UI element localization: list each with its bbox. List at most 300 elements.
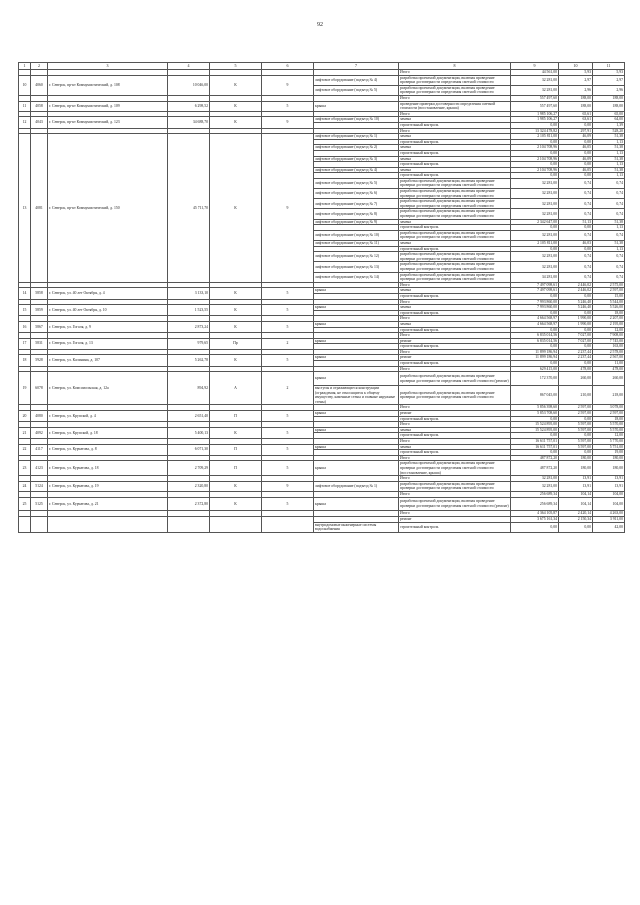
wall-material: П — [210, 411, 262, 422]
work-cost: 2 105 811,00 — [511, 134, 559, 140]
row-number: 13 — [19, 134, 31, 283]
limit-cost: 2 597,00 — [593, 288, 625, 294]
total-label: Итого — [399, 128, 511, 134]
empty-cell — [168, 516, 210, 532]
work-type: замена — [399, 288, 511, 294]
row-number: 17 — [19, 338, 31, 349]
work-row — [19, 101, 625, 111]
unit-cost: 46,09 — [559, 134, 593, 140]
unit-cost: 0,00 — [559, 293, 593, 299]
work-type: строительный контроль — [399, 150, 511, 156]
unit-cost: 0,74 — [559, 209, 593, 219]
work-element: лифтовое оборудование (подъезд № 2) — [314, 145, 399, 151]
row-number: 11 — [19, 101, 31, 111]
total-label: Итого — [399, 438, 511, 444]
work-cost: 0,00 — [511, 361, 559, 367]
limit-cost: 1,13 — [593, 139, 625, 145]
total-cost: 5 856 398,60 — [511, 405, 559, 411]
total-unit-cost: 5 597,00 — [559, 438, 593, 444]
unit-cost: 0,00 — [559, 522, 593, 532]
total-limit-cost: 5 544,00 — [593, 299, 625, 305]
row-number: 22 — [19, 444, 31, 455]
limit-cost: 5 751,00 — [593, 444, 625, 450]
limit-cost: 19,00 — [593, 450, 625, 456]
work-type: разработка проектной документации, включая проведение проверки достоверности определения сметной стоимости — [399, 252, 511, 262]
work-type: разработка проектной документации, включая проведение проверки достоверности определения сметной стоимости — [399, 189, 511, 199]
work-element: лифтовое оборудование (подъезд № 5) — [314, 85, 399, 95]
unit-cost: 260,00 — [559, 372, 593, 386]
limit-cost: 11,00 — [593, 361, 625, 367]
unit-cost: 180,00 — [559, 461, 593, 476]
wall-material: К — [210, 355, 262, 366]
total-unit-cost: 5 597,00 — [559, 422, 593, 428]
work-type: строительный контроль — [399, 344, 511, 350]
unit-cost: 2 237,44 — [559, 355, 593, 361]
floors-count: 5 — [262, 411, 314, 422]
work-element: крыша — [314, 427, 399, 433]
work-type: строительный контроль — [399, 139, 511, 145]
limit-cost: 1,13 — [593, 173, 625, 179]
building-area: 6 298,52 — [168, 101, 210, 111]
building-area: 1 523,55 — [168, 305, 210, 316]
work-type: строительный контроль — [399, 522, 511, 532]
work-type: замена — [399, 134, 511, 140]
row-number: 16 — [19, 321, 31, 332]
unit-cost: 46,05 — [559, 145, 593, 151]
building-code: 4043 — [31, 117, 48, 128]
floors-count: 9 — [262, 75, 314, 95]
limit-cost: 1,13 — [593, 225, 625, 231]
limit-cost: 0,74 — [593, 209, 625, 219]
building-code: 5867 — [31, 321, 48, 332]
row-number: 19 — [19, 372, 31, 405]
work-cost: 32 281,00 — [511, 209, 559, 219]
header-cell: 5 — [210, 63, 262, 70]
building-area: 34 688,70 — [168, 117, 210, 128]
building-area: 3 133,10 — [168, 288, 210, 299]
work-type: замена — [399, 305, 511, 311]
limit-cost: 51,38 — [593, 145, 625, 151]
work-type: строительный контроль — [399, 122, 511, 128]
building-area: 2 372,80 — [168, 497, 210, 511]
total-limit-cost: 5 570,00 — [593, 422, 625, 428]
total-label: Итого — [399, 111, 511, 117]
work-cost: 32 281,00 — [511, 262, 559, 272]
work-type: разработка проектной документации, включая проведение проверки достоверности определения сметной стоимости — [399, 85, 511, 95]
wall-material: К — [210, 497, 262, 511]
work-type: строительный контроль — [399, 293, 511, 299]
work-cost: 4 664 568,97 — [511, 321, 559, 327]
limit-cost: 0,74 — [593, 272, 625, 282]
work-type: замена — [399, 117, 511, 123]
total-unit-cost: 478,00 — [559, 366, 593, 372]
work-cost: 7 993 860,00 — [511, 305, 559, 311]
building-area: 45 711,70 — [168, 134, 210, 283]
limit-cost: 260,00 — [593, 372, 625, 386]
row-number: 23 — [19, 461, 31, 476]
limit-cost: 0,74 — [593, 230, 625, 240]
work-cost: 0,00 — [511, 173, 559, 179]
total-limit-cost: 5,93 — [593, 70, 625, 76]
work-cost: 3 675 161,34 — [511, 516, 559, 522]
unit-cost: 0,74 — [559, 230, 593, 240]
work-type: замена — [399, 321, 511, 327]
floors-count: 5 — [262, 427, 314, 438]
work-cost: 32 281,00 — [511, 252, 559, 262]
building-code: 4117 — [31, 444, 48, 455]
building-address: г. Северск, ул. Крупской, д. 4 — [48, 411, 168, 422]
unit-cost: 0,74 — [559, 252, 593, 262]
work-cost: 7 497 098,61 — [511, 288, 559, 294]
total-label: Итого — [399, 511, 511, 517]
limit-cost: 218,00 — [593, 386, 625, 405]
floors-count: 5 — [262, 461, 314, 476]
total-label: Итого — [399, 366, 511, 372]
header-cell: 8 — [399, 63, 511, 70]
limit-cost: 18,00 — [593, 310, 625, 316]
total-unit-cost: 65,61 — [559, 111, 593, 117]
building-address: г. Северск, пр-кт Коммунистический, д. 108 — [48, 75, 168, 95]
total-cost: 256 689,34 — [511, 491, 559, 497]
work-type: разработка проектной документации, включая проведение проверки достоверности определения сметной стоимости — [399, 481, 511, 491]
limit-cost: 188,00 — [593, 101, 625, 111]
building-area: 5 400,13 — [168, 427, 210, 438]
capital-repair-table — [18, 62, 625, 533]
work-cost: 0,00 — [511, 416, 559, 422]
unit-cost: 0,00 — [559, 310, 593, 316]
total-limit-cost: 65,00 — [593, 111, 625, 117]
unit-cost: 0,74 — [559, 262, 593, 272]
row-number: 20 — [19, 411, 31, 422]
total-limit-cost: 2 578,00 — [593, 349, 625, 355]
unit-cost: 2,96 — [559, 85, 593, 95]
total-limit-cost: 478,00 — [593, 366, 625, 372]
floors-count: 5 — [262, 497, 314, 511]
work-cost: 0,00 — [511, 122, 559, 128]
building-code: 5859 — [31, 305, 48, 316]
limit-cost: 0,74 — [593, 199, 625, 209]
work-element: лифтовое оборудование (подъезд № 8) — [314, 209, 399, 219]
work-cost: 1 985 106,27 — [511, 117, 559, 123]
building-address: г. Северск, ул. Гоголя, д. 9 — [48, 321, 168, 332]
building-address: г. Северск, ул. 40 лет Октября, д. 4 — [48, 288, 168, 299]
work-element: лифтовое оборудование (подъезд № 4) — [314, 75, 399, 85]
total-unit-cost: 104,14 — [559, 491, 593, 497]
limit-cost: 5 570,00 — [593, 427, 625, 433]
building-code: 6078 — [31, 372, 48, 405]
limit-cost: 0,74 — [593, 189, 625, 199]
row-number: 24 — [19, 481, 31, 491]
limit-cost: 2 567,00 — [593, 355, 625, 361]
unit-cost: 0,00 — [559, 344, 593, 350]
total-label: Итого — [399, 70, 511, 76]
work-element: крыша — [314, 305, 399, 311]
floors-count: 9 — [262, 481, 314, 491]
header-cell: 10 — [559, 63, 593, 70]
unit-cost: 0,00 — [559, 225, 593, 231]
wall-material: К — [210, 305, 262, 316]
total-label: Итого — [399, 282, 511, 288]
work-element: лифтовое оборудование (подъезд № 5) — [314, 178, 399, 188]
total-cost: 13 324 478,82 — [511, 128, 559, 134]
header-cell: 3 — [48, 63, 168, 70]
work-type: строительный контроль — [399, 433, 511, 439]
wall-material: К — [210, 321, 262, 332]
limit-cost: 13,91 — [593, 481, 625, 491]
header-cell: 9 — [511, 63, 559, 70]
unit-cost: 46,09 — [559, 156, 593, 162]
row-number: 10 — [19, 75, 31, 95]
unit-cost: 210,00 — [559, 386, 593, 405]
work-type: строительный контроль — [399, 246, 511, 252]
wall-material: К — [210, 481, 262, 491]
limit-cost: 180,00 — [593, 461, 625, 476]
building-area: 2 651,40 — [168, 411, 210, 422]
wall-material: П — [210, 461, 262, 476]
work-cost: 0,00 — [511, 450, 559, 456]
limit-cost: 2,96 — [593, 85, 625, 95]
header-cell: 1 — [19, 63, 31, 70]
work-type: строительный контроль — [399, 162, 511, 168]
empty-cell — [262, 516, 314, 532]
work-cost: 32 281,00 — [511, 85, 559, 95]
total-label: Итого — [399, 349, 511, 355]
total-label: Итого — [399, 333, 511, 339]
total-limit-cost: 180,00 — [593, 455, 625, 461]
building-area: 6 071,30 — [168, 444, 210, 455]
wall-material: А — [210, 372, 262, 405]
building-area: 10 046,00 — [168, 75, 210, 95]
building-code: 5928 — [31, 355, 48, 366]
unit-cost: 0,00 — [559, 246, 593, 252]
total-limit-cost: 13,91 — [593, 476, 625, 482]
total-cost: 1 985 106,27 — [511, 111, 559, 117]
total-label: Итого — [399, 405, 511, 411]
work-cost: 32 281,00 — [511, 189, 559, 199]
unit-cost: 0,74 — [559, 178, 593, 188]
work-type: замена — [399, 167, 511, 173]
work-type: замена — [399, 241, 511, 247]
work-cost: 6 835 014,56 — [511, 338, 559, 344]
work-type: ремонт — [399, 411, 511, 417]
work-type: разработка проектной документации, включая проведение проверки достоверности определения сметной стоимости (ремонт) — [399, 372, 511, 386]
empty-cell — [210, 516, 262, 532]
building-code: 5124 — [31, 481, 48, 491]
work-cost: 0,00 — [511, 246, 559, 252]
total-label: Итого — [399, 491, 511, 497]
header-cell: 6 — [262, 63, 314, 70]
total-cost: 4 664 568,97 — [511, 316, 559, 322]
work-type: разработка проектной документации, включая проведение проверки достоверности определения сметной стоимости (ремонт) — [399, 497, 511, 511]
work-type: строительный контроль — [399, 310, 511, 316]
total-unit-cost: 180,00 — [559, 455, 593, 461]
work-row — [19, 372, 625, 386]
work-type: строительный контроль — [399, 225, 511, 231]
wall-material: К — [210, 427, 262, 438]
work-type: замена — [399, 219, 511, 225]
limit-cost: 0,74 — [593, 252, 625, 262]
floors-count: 5 — [262, 101, 314, 111]
work-type: разработка проектной документации, включая проведение проверки достоверности определения сметной стоимости — [399, 178, 511, 188]
work-element: крыша — [314, 411, 399, 417]
work-element: крыша — [314, 497, 399, 511]
wall-material: К — [210, 75, 262, 95]
total-unit-cost: 13,91 — [559, 476, 593, 482]
limit-cost: 1,39 — [593, 122, 625, 128]
work-type: замена — [399, 145, 511, 151]
building-address: г. Северск, пр-кт Коммунистический, д. 109 — [48, 101, 168, 111]
header-cell: 2 — [31, 63, 48, 70]
work-cost: 2 105 811,00 — [511, 241, 559, 247]
work-cost: 32 281,00 — [511, 199, 559, 209]
work-cost: 32 281,00 — [511, 178, 559, 188]
work-element: внутридомовые инженерные системы водоснабжения — [314, 522, 399, 532]
row-number: 15 — [19, 305, 31, 316]
work-cost: 0,00 — [511, 522, 559, 532]
building-code: 4058 — [31, 101, 48, 111]
work-element: крыша — [314, 355, 399, 361]
work-element: лифтовое оборудование (подъезд № 3) — [314, 156, 399, 162]
wall-material: К — [210, 134, 262, 283]
work-element: лифтовое оборудование (подъезд № 10) — [314, 117, 399, 123]
work-type: разработка проектной документации, включая проведение проверки достоверности определения сметной стоимости — [399, 262, 511, 272]
unit-cost: 46,05 — [559, 167, 593, 173]
total-cost: 7 497 098,61 — [511, 282, 559, 288]
floors-count: 2 — [262, 372, 314, 405]
total-unit-cost: 7 027,00 — [559, 333, 593, 339]
limit-cost: 7 745,00 — [593, 338, 625, 344]
total-label: Итого — [399, 476, 511, 482]
total-unit-cost: 5 246,40 — [559, 299, 593, 305]
row-number: 21 — [19, 427, 31, 438]
limit-cost: 1,13 — [593, 246, 625, 252]
total-cost: 629 415,00 — [511, 366, 559, 372]
work-type: разработка проектной документации, включая проведение проверки достоверности определения сметной стоимости — [399, 230, 511, 240]
unit-cost: 0,74 — [559, 199, 593, 209]
work-type: строительный контроль — [399, 416, 511, 422]
building-code: 5831 — [31, 338, 48, 349]
row-number: 25 — [19, 497, 31, 511]
unit-cost: 1 990,00 — [559, 321, 593, 327]
empty-cell — [31, 516, 48, 532]
total-label: Итого — [399, 299, 511, 305]
work-cost: 0,00 — [511, 150, 559, 156]
limit-cost: 104,00 — [593, 497, 625, 511]
building-code: 4060 — [31, 75, 48, 95]
building-code: 4123 — [31, 461, 48, 476]
building-area: 2 873,24 — [168, 321, 210, 332]
work-type: проведение проверки достоверности определения сметной стоимости (восстановление, крыша) — [399, 101, 511, 111]
building-code: 4080 — [31, 411, 48, 422]
work-row — [19, 75, 625, 85]
work-cost: 0,00 — [511, 139, 559, 145]
work-type: ремонт — [399, 338, 511, 344]
limit-cost: 51,38 — [593, 156, 625, 162]
work-element: лифтовое оборудование (подъезд № 1) — [314, 134, 399, 140]
building-address: г. Северск, ул. 40 лет Октября, д. 10 — [48, 305, 168, 316]
work-type: строительный контроль — [399, 327, 511, 333]
unit-cost: 0,00 — [559, 416, 593, 422]
work-element: лифтовое оборудование (подъезд № 7) — [314, 199, 399, 209]
limit-cost: 0,74 — [593, 178, 625, 188]
building-area: 979,65 — [168, 338, 210, 349]
floors-count: 5 — [262, 288, 314, 299]
building-area: 2 320,80 — [168, 481, 210, 491]
limit-cost: 51,38 — [593, 241, 625, 247]
work-type: разработка проектной документации, включая проведение проверки достоверности определения сметной стоимости (восстановление, крыша) — [399, 461, 511, 476]
unit-cost: 0,00 — [559, 150, 593, 156]
work-cost: 867 045,00 — [511, 386, 559, 405]
work-row — [19, 481, 625, 491]
total-limit-cost: 5 770,00 — [593, 438, 625, 444]
limit-cost: 1,13 — [593, 150, 625, 156]
work-cost: 2 104 708,96 — [511, 167, 559, 173]
work-cost: 0,00 — [511, 310, 559, 316]
unit-cost: 0,00 — [559, 450, 593, 456]
total-limit-cost: 2 575,00 — [593, 282, 625, 288]
work-cost: 0,00 — [511, 162, 559, 168]
total-cost: 11 899 186,94 — [511, 349, 559, 355]
building-code: 5858 — [31, 288, 48, 299]
total-unit-cost: 2 446,02 — [559, 282, 593, 288]
total-unit-cost: 2 597,00 — [559, 405, 593, 411]
total-cost: 6 835 014,56 — [511, 333, 559, 339]
unit-cost: 0,00 — [559, 122, 593, 128]
unit-cost: 5 246,40 — [559, 305, 593, 311]
total-limit-cost: 3 078,00 — [593, 405, 625, 411]
work-cost: 2 104 708,96 — [511, 145, 559, 151]
row-number: 14 — [19, 288, 31, 299]
building-address: г. Северск, пр-кт Коммунистический, д. 123 — [48, 117, 168, 128]
total-cost: 32 281,00 — [511, 476, 559, 482]
work-type: разработка проектной документации, включая проведение проверки достоверности определения сметной стоимости — [399, 272, 511, 282]
building-address: г. Северск, ул. Курчатова, д. 18 — [48, 461, 168, 476]
total-limit-cost: 2 207,00 — [593, 316, 625, 322]
work-cost: 0,00 — [511, 293, 559, 299]
work-type: ремонт — [399, 516, 511, 522]
total-limit-cost: 4 263,00 — [593, 511, 625, 517]
work-cost: 15 524 895,00 — [511, 427, 559, 433]
unit-cost: 2 150,34 — [559, 516, 593, 522]
limit-cost: 15,00 — [593, 293, 625, 299]
work-element: выступы и отражающиеся конструкции (ограждения, не относящиеся к общему имуществу, каменные стены и главные наружные стены) — [314, 386, 399, 405]
floors-count: 5 — [262, 321, 314, 332]
total-limit-cost: 7 908,00 — [593, 333, 625, 339]
work-row — [19, 461, 625, 476]
total-limit-cost: 528,20 — [593, 128, 625, 134]
limit-cost: 51,38 — [593, 167, 625, 173]
building-code: 4081 — [31, 134, 48, 283]
table-body — [19, 63, 625, 533]
unit-cost: 0,74 — [559, 189, 593, 199]
unit-cost: 0,00 — [559, 361, 593, 367]
work-type: строительный контроль — [399, 173, 511, 179]
total-cost: 557 497,60 — [511, 95, 559, 101]
work-element: крыша — [314, 321, 399, 327]
unit-cost: 13,91 — [559, 481, 593, 491]
unit-cost: 188,00 — [559, 101, 593, 111]
unit-cost: 0,00 — [559, 173, 593, 179]
work-cost: 0,00 — [511, 225, 559, 231]
work-element: лифтовое оборудование (подъезд № 14) — [314, 272, 399, 282]
work-cost: 0,00 — [511, 344, 559, 350]
work-cost: 16 611 757,01 — [511, 444, 559, 450]
work-element: крыша — [314, 461, 399, 476]
total-label: Итого — [399, 95, 511, 101]
work-type: замена — [399, 156, 511, 162]
work-cost: 34 281,00 — [511, 272, 559, 282]
work-element: лифтовое оборудование (подъезд № 12) — [314, 252, 399, 262]
